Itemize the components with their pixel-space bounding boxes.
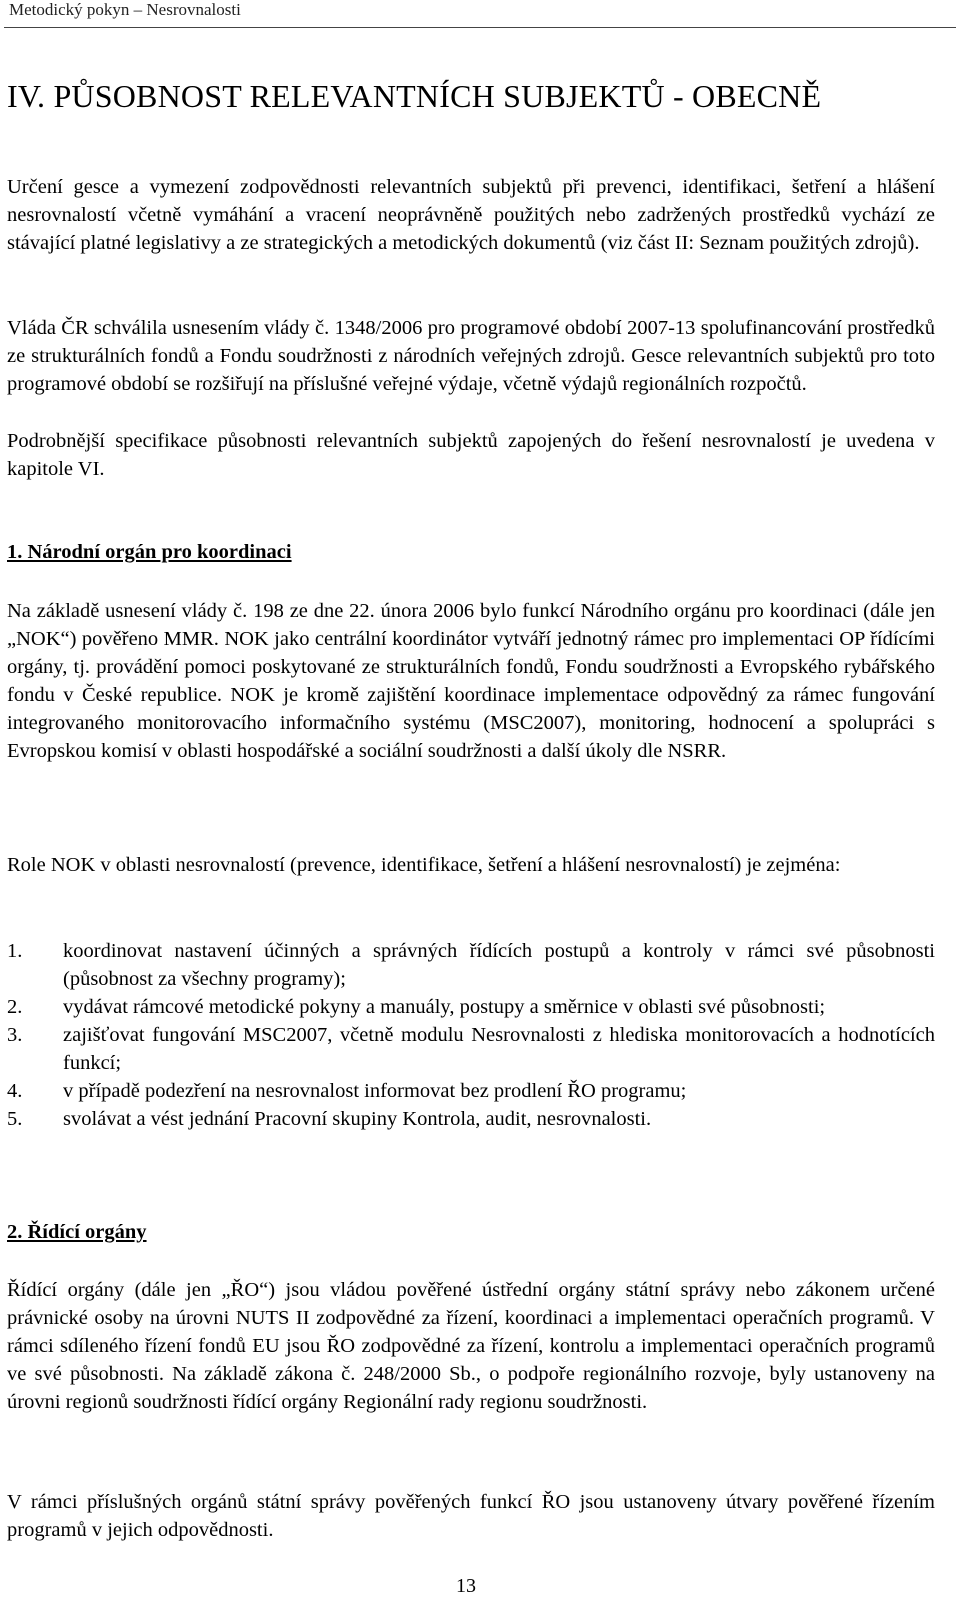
list-item-text: zajišťovat fungování MSC2007, včetně modulu Nesrovnalosti z hlediska monitorovacích a hodnotících funkcí; <box>63 1024 935 1074</box>
list-item <box>7 937 935 993</box>
ro-units-paragraph: V rámci příslušných orgánů státní správy pověřených funkcí ŘO jsou ustanoveny útvary pověřené řízením programů v jejich odpovědnosti. <box>7 1491 935 1541</box>
nok-paragraph: Na základě usnesení vlády č. 198 ze dne 22. února 2006 bylo funkcí Národního orgánu pro koordinaci (dále jen „NOK“) pověřeno MMR. NOK jako centrální koordinátor vytváří jednotný rámec pro implementaci OP řídícími orgány, tj. provádění pomoci poskytované ze strukturálních fondů, Fondu soudržnosti a Evropského rybářského fondu v České republice. NOK je kromě zajištění koordinace implementace odpovědný za rámec fungování integrovaného monitorovacího informačního systému (MSC2007), monitoring, hodnocení a spolupráci s Evropskou komisí v oblasti hospodářské a sociální soudržnosti a další úkoly dle NSRR. <box>7 600 935 762</box>
list-item <box>7 1105 935 1133</box>
running-header: Metodický pokyn – Nesrovnalosti <box>9 0 241 19</box>
list-item-number: 3. <box>7 1024 23 1046</box>
page-number: 13 <box>456 1575 476 1597</box>
list-item-text: vydávat rámcové metodické pokyny a manuály, postupy a směrnice v oblasti své působnosti; <box>63 996 826 1018</box>
government-paragraph: Vláda ČR schválila usnesením vlády č. 1348/2006 pro programové období 2007-13 spolufinancování prostředků ze strukturálních fondů a Fondu soudržnosti z národních veřejných zdrojů. Gesce relevantních subjektů pro toto programové období se rozšiřují na příslušné veřejné výdaje, včetně výdajů regionálních rozpočtů. <box>7 317 935 395</box>
details-paragraph: Podrobnější specifikace působnosti relevantních subjektů zapojených do řešení nesrovnalostí je uvedena v kapitole VI. <box>7 430 935 480</box>
list-item-number: 1. <box>7 940 23 962</box>
list-item-text: v případě podezření na nesrovnalost informovat bez prodlení ŘO programu; <box>63 1080 687 1102</box>
list-item-number: 4. <box>7 1080 23 1102</box>
ro-paragraph: Řídící orgány (dále jen „ŘO“) jsou vládou pověřené ústřední orgány státní správy nebo zákonem určené právnické osoby na úrovni NUTS II zodpovědné za řízení, koordinaci a implementaci operačních programů. V rámci sdíleného řízení fondů EU jsou ŘO zodpovědné za řízení, kontrolu a implementaci operačních programů ve své působnosti. Na základě zákona č. 248/2000 Sb., o podpoře regionálního rozvoje, byly ustanoveny na úrovni regionů soudržnosti řídící orgány Regionální rady regionu soudržnosti. <box>7 1279 935 1413</box>
section-heading-ro: 2. Řídící orgány <box>7 1221 147 1243</box>
nok-role-paragraph: Role NOK v oblasti nesrovnalostí (prevence, identifikace, šetření a hlášení nesrovnalostí) je zejména: <box>7 854 841 876</box>
list-item <box>7 1021 935 1077</box>
list-item-text: koordinovat nastavení účinných a správných řídících postupů a kontroly v rámci své působnosti (působnost za všechny programy); <box>63 940 935 990</box>
list-item <box>7 1077 935 1105</box>
header-divider <box>4 27 956 28</box>
chapter-title: IV. PŮSOBNOST RELEVANTNÍCH SUBJEKTŮ - OBECNĚ <box>7 78 822 114</box>
intro-paragraph: Určení gesce a vymezení zodpovědnosti relevantních subjektů při prevenci, identifikaci, šetření a hlášení nesrovnalostí včetně vymáhání a vracení neoprávněně použitých nebo zadržených prostředků vychází ze stávající platné legislativy a ze strategických a metodických dokumentů (viz část II: Seznam použitých zdrojů). <box>7 176 935 254</box>
list-item-number: 2. <box>7 996 23 1018</box>
list-item-text: svolávat a vést jednání Pracovní skupiny Kontrola, audit, nesrovnalosti. <box>63 1108 652 1130</box>
list-item <box>7 993 935 1021</box>
nok-task-list <box>7 937 935 1133</box>
list-item-number: 5. <box>7 1108 23 1130</box>
section-heading-nok: 1. Národní orgán pro koordinaci <box>7 541 292 563</box>
